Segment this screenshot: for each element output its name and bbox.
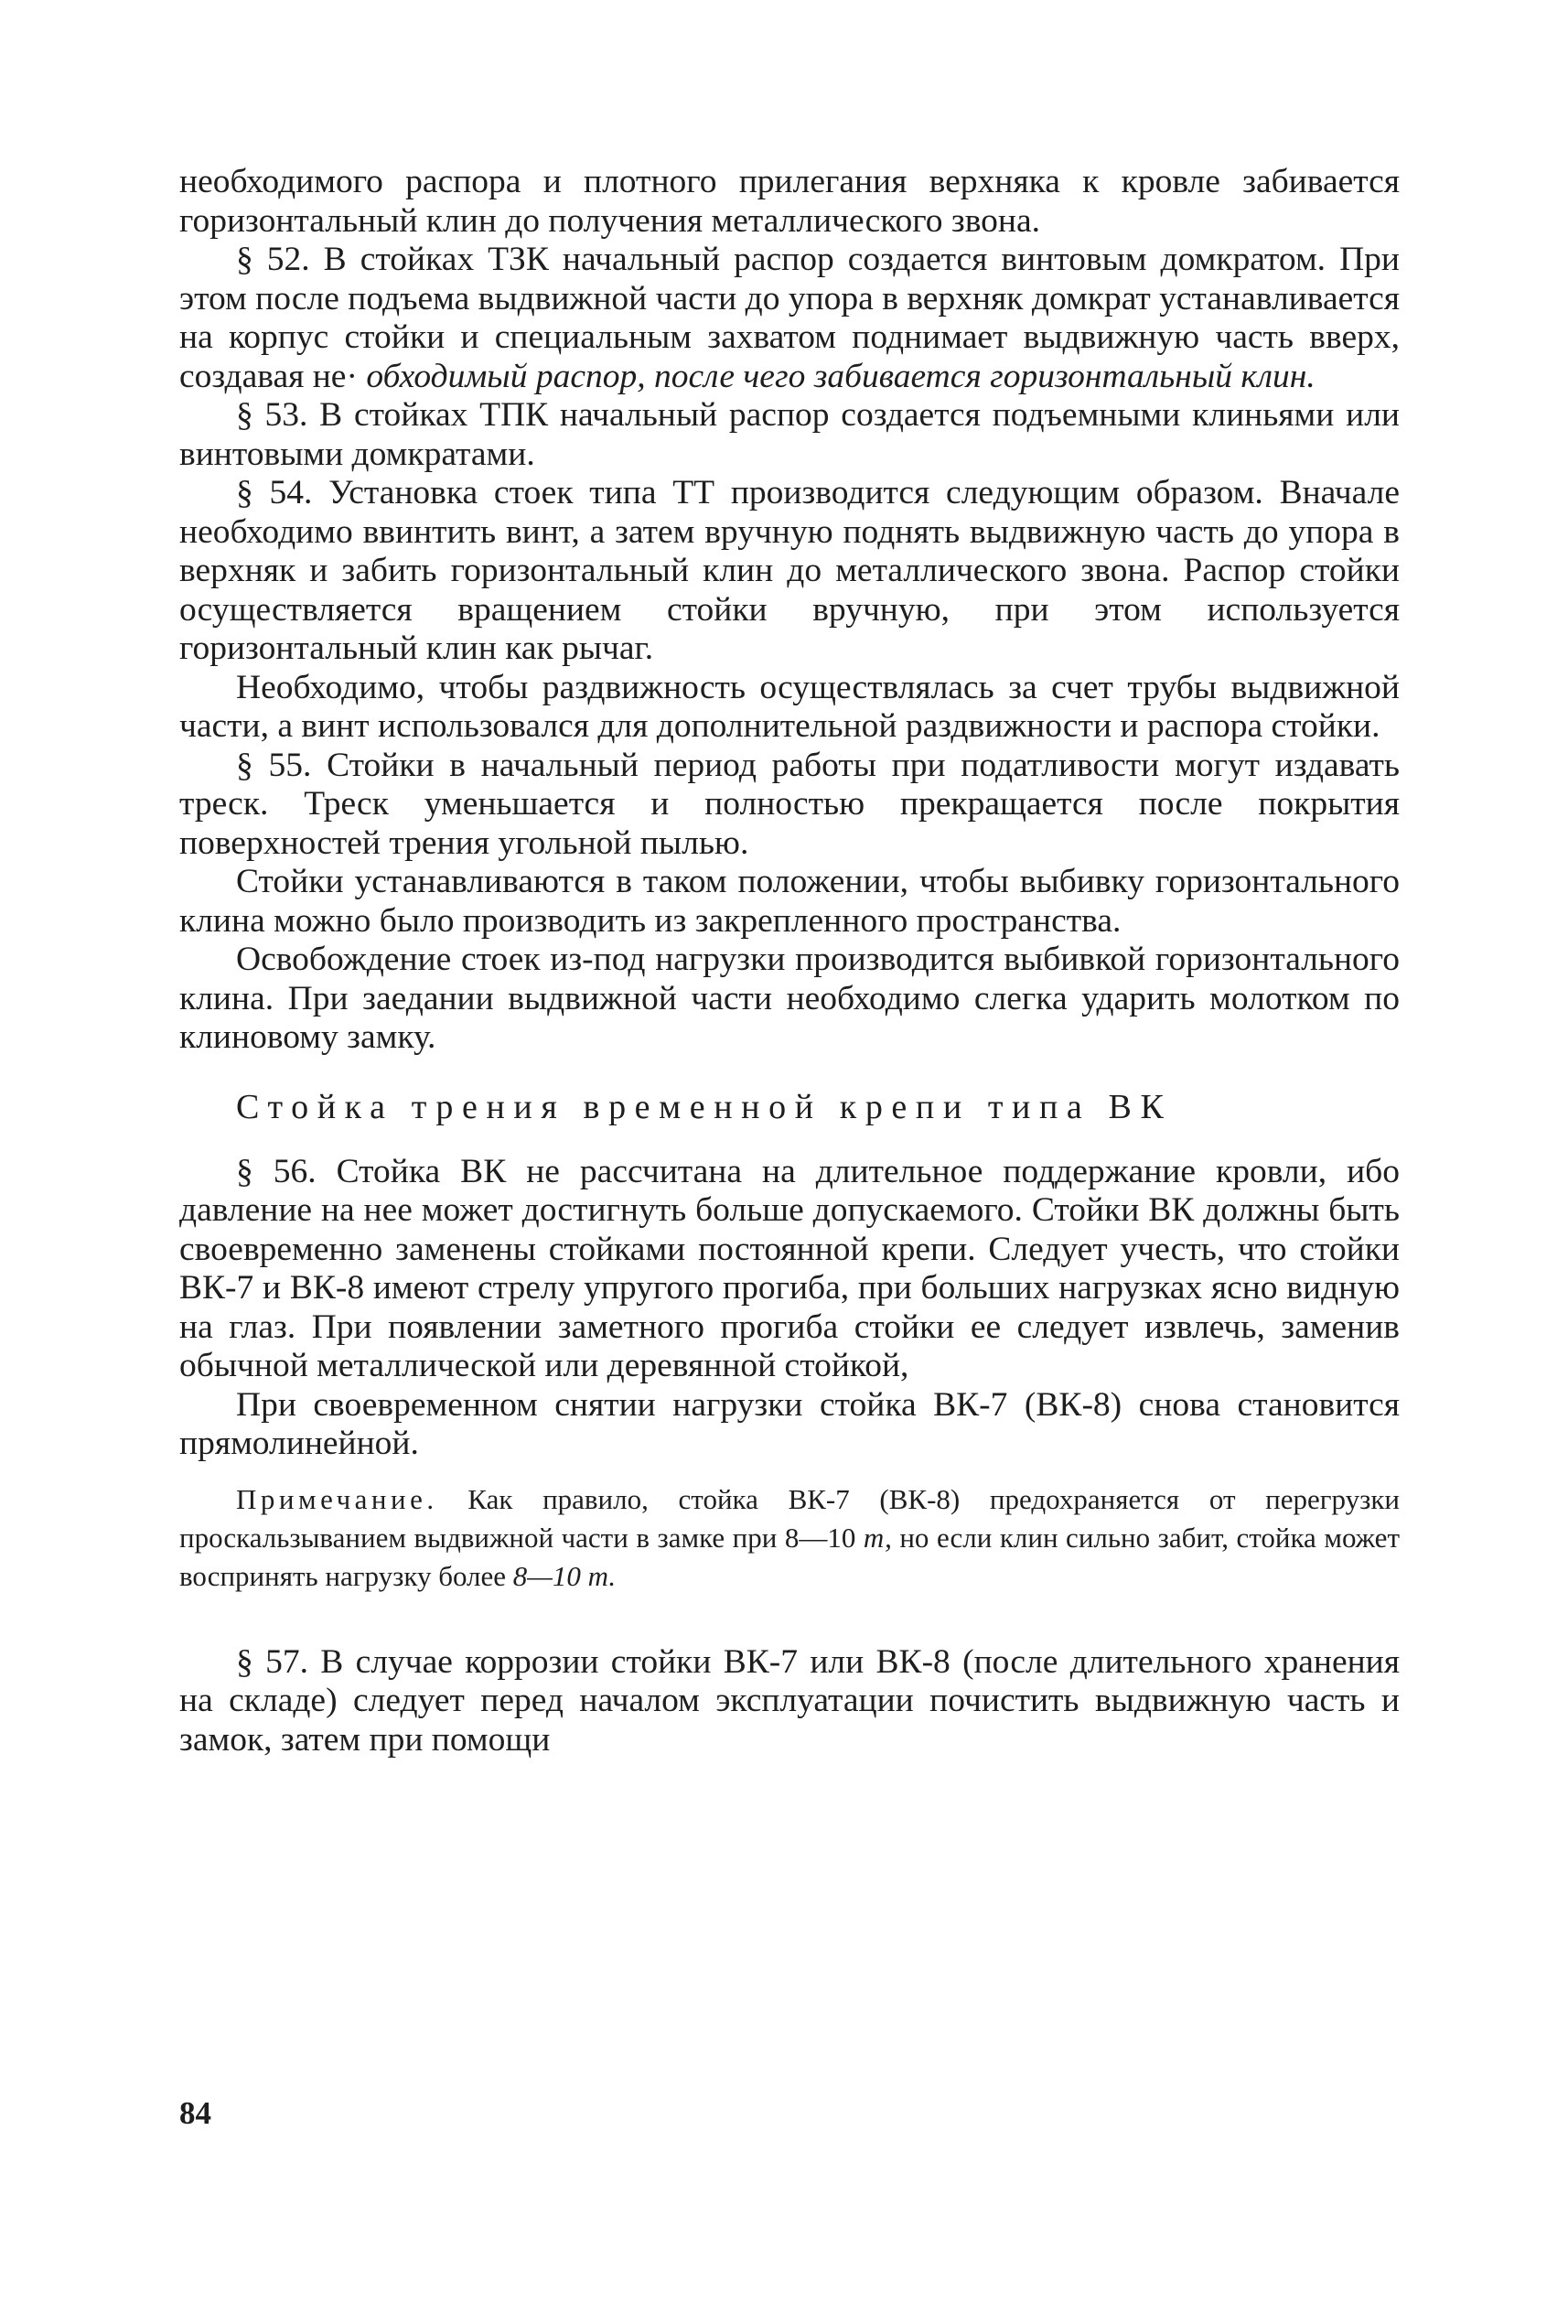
paragraph-52 xyxy=(179,241,1400,396)
note-value-2: 8—10 т. xyxy=(512,1559,617,1592)
note xyxy=(179,1480,1400,1596)
paragraph-54-extension: Необходимо, чтобы раздвижность осуществлялась за счет трубы выдвижной части, а винт использовался для дополнительной раздвижности и распора стойки. xyxy=(179,668,1400,745)
paragraph-55-release: Освобождение стоек из-под нагрузки производится выбивкой горизонтального клина. При заедании выдвижной части необходимо слегка ударить молотком по клиновому замку. xyxy=(179,941,1400,1056)
note-text-1: Как правило, стойка ВК-7 (ВК-8) предохраняется от перегрузки проскальзыванием выдвижной части в замке при 8—10 xyxy=(179,1482,1400,1554)
spacer xyxy=(179,1596,1400,1643)
note-label: Примечание. xyxy=(236,1482,438,1515)
paragraph-55: § 55. Стойки в начальный период работы при податливости могут издавать треск. Треск уменьшается и полностью прекращается после покрытия поверхностей трения угольной пылью. xyxy=(179,746,1400,862)
paragraph-57: § 57. В случае коррозии стойки ВК-7 или ВК-8 (после длительного хранения на складе) следует перед началом эксплуатации почистить выдвижную часть и замок, затем при помощи xyxy=(179,1642,1400,1759)
paragraph-52-text: § 52. В стойках ТЗК начальный распор создается винтовым домкратом. При этом после подъема выдвижной части до упора в верхняк домкрат устанавливается на корпус стойки и специальным захватом поднимает выдвижную часть вверх, создавая не· xyxy=(179,241,1400,395)
note-unit-1: т, xyxy=(863,1521,892,1554)
paragraph-53: § 53. В стойках ТПК начальный распор создается подъемными клиньями или винтовыми домкратами. xyxy=(179,396,1400,473)
paragraph-56-unloading: При своевременном снятии нагрузки стойка ВК-7 (ВК-8) снова становится прямолинейной. xyxy=(179,1385,1400,1462)
paragraph-52-italic: обходимый распор, после чего забивается горизонтальный клин. xyxy=(366,357,1316,395)
section-heading: Стойка трения временной крепи типа ВК xyxy=(236,1087,1173,1126)
paragraph-continuation: необходимого распора и плотного прилегания верхняка к кровле забивается горизонтальный клин до получения металлического звона. xyxy=(179,163,1400,240)
paragraph-54: § 54. Установка стоек типа ТТ производится следующим образом. Вначале необходимо ввинтить винт, а затем вручную поднять выдвижную часть до упора в верхняк и забить горизонтальный клин до металлического звона. Распор стойки осуществляется вращением стойки вручную, при этом используется горизонтальный клин как рычаг. xyxy=(179,474,1400,667)
note-text-2: но если клин сильно забит, стойка может воспринять нагрузку более xyxy=(179,1521,1400,1592)
paragraph-56: § 56. Стойка ВК не рассчитана на длительное поддержание кровли, ибо давление на нее может достигнуть больше допускаемого. Стойки ВК должны быть своевременно заменены стойками постоянной крепи. Следует учесть, что стойки ВК-7 и ВК-8 имеют стрелу упругого прогиба, при больших нагрузках ясно видную на глаз. При появлении заметного прогиба стойки ее следует извлечь, заменив обычной металлической или деревянной стойкой, xyxy=(179,1152,1400,1384)
page-number: 84 xyxy=(179,2095,211,2131)
page-body xyxy=(179,163,1400,1759)
paragraph-55-installation: Стойки устанавливаются в таком положении, чтобы выбивку горизонтального клина можно было производить из закрепленного пространства. xyxy=(179,863,1400,940)
